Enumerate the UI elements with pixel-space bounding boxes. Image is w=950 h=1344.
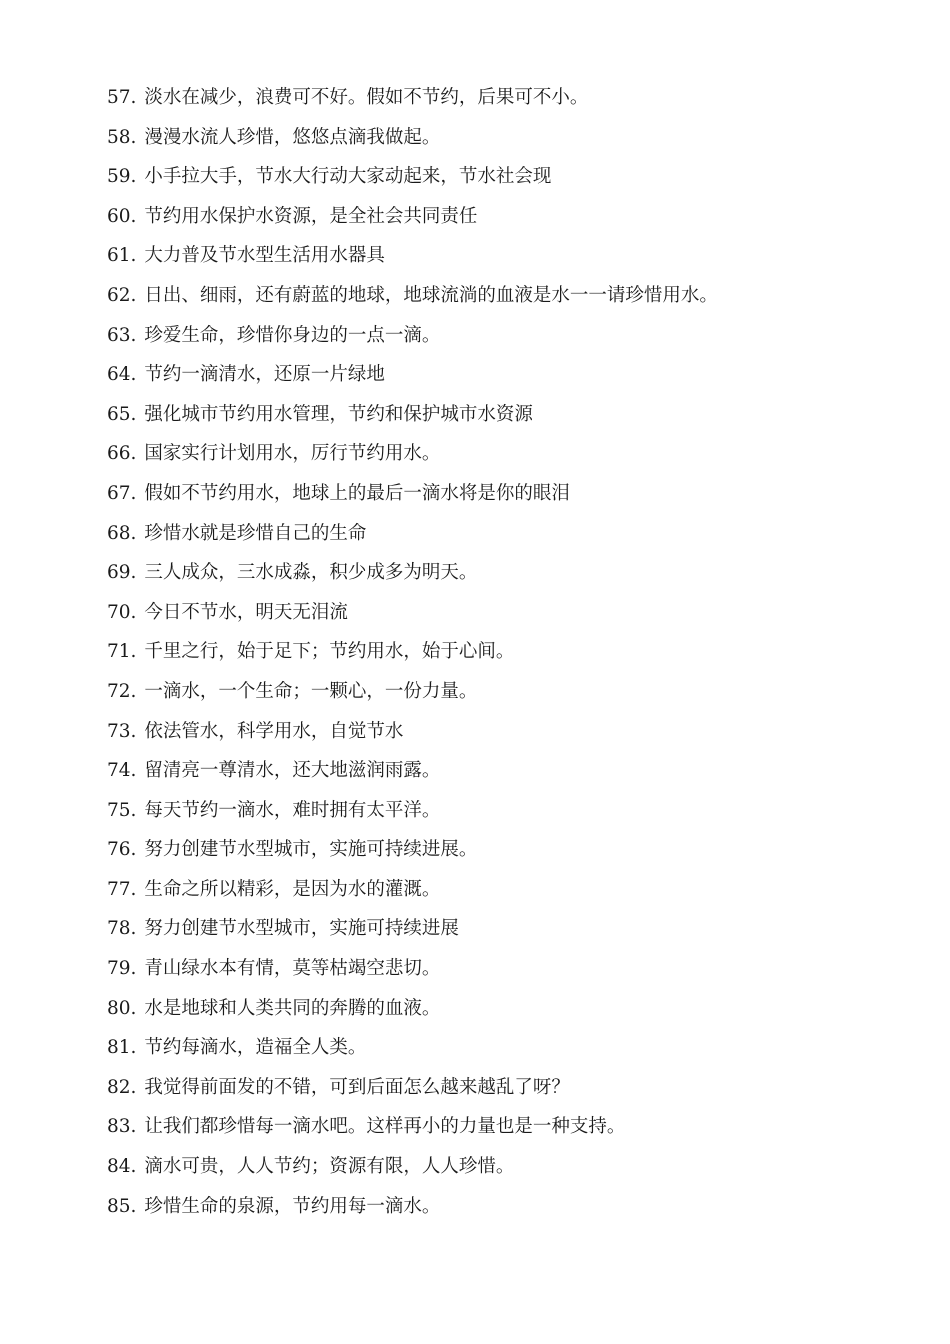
item-number: 58. — [107, 126, 137, 148]
item-text: 生命之所以精彩，是因为水的灌溉。 — [144, 878, 441, 900]
item-number: 78. — [107, 918, 137, 940]
list-item — [107, 395, 718, 435]
list-item — [107, 355, 718, 395]
list-item — [107, 870, 718, 910]
item-text: 三人成众，三水成淼，积少成多为明天。 — [144, 562, 478, 584]
list-item — [107, 434, 718, 474]
list-item — [107, 632, 718, 672]
list-item — [107, 1028, 718, 1068]
item-number: 76. — [107, 839, 137, 861]
list-item — [107, 157, 718, 197]
item-text: 珍惜水就是珍惜自己的生命 — [144, 522, 367, 544]
item-number: 80. — [107, 997, 137, 1019]
item-text: 珍惜生命的泉源，节约用每一滴水。 — [144, 1195, 441, 1217]
item-text: 大力普及节水型生活用水器具 — [144, 245, 385, 267]
item-number: 72. — [107, 680, 137, 702]
list-item — [107, 118, 718, 158]
list-item — [107, 316, 718, 356]
item-number: 59. — [107, 166, 137, 188]
item-text: 我觉得前面发的不错，可到后面怎么越来越乱了呀？ — [144, 1076, 570, 1098]
list-item — [107, 672, 718, 712]
list-item — [107, 909, 718, 949]
item-text: 努力创建节水型城市，实施可持续进展。 — [144, 839, 478, 861]
item-text: 强化城市节约用水管理，节约和保护城市水资源 — [144, 403, 533, 425]
list-item — [107, 474, 718, 514]
item-text: 努力创建节水型城市，实施可持续进展 — [144, 918, 459, 940]
item-text: 小手拉大手，节水大行动大家动起来，节水社会现 — [144, 166, 552, 188]
item-text: 节约一滴清水，还原一片绿地 — [144, 364, 385, 386]
list-item — [107, 1107, 718, 1147]
item-number: 71. — [107, 641, 137, 663]
item-number: 63. — [107, 324, 137, 346]
list-item — [107, 1068, 718, 1108]
item-number: 67. — [107, 482, 137, 504]
item-number: 65. — [107, 403, 137, 425]
item-text: 一滴水，一个生命；一颗心，一份力量。 — [144, 680, 478, 702]
list-item — [107, 1147, 718, 1187]
item-number: 73. — [107, 720, 137, 742]
item-text: 让我们都珍惜每一滴水吧。这样再小的力量也是一种支持。 — [144, 1116, 626, 1138]
item-text: 留清亮一尊清水，还大地滋润雨露。 — [144, 760, 441, 782]
list-item — [107, 514, 718, 554]
list-item — [107, 593, 718, 633]
item-number: 84. — [107, 1156, 137, 1178]
item-text: 水是地球和人类共同的奔腾的血液。 — [144, 997, 441, 1019]
item-number: 68. — [107, 522, 137, 544]
list-item — [107, 1187, 718, 1227]
list-item — [107, 989, 718, 1029]
item-text: 假如不节约用水，地球上的最后一滴水将是你的眼泪 — [144, 482, 570, 504]
item-text: 节约每滴水，造福全人类。 — [144, 1037, 367, 1059]
list-item — [107, 553, 718, 593]
list-item — [107, 751, 718, 791]
item-text: 青山绿水本有情，莫等枯竭空悲切。 — [144, 958, 441, 980]
item-text: 依法管水，科学用水，自觉节水 — [144, 720, 404, 742]
item-number: 85. — [107, 1195, 137, 1217]
item-text: 漫漫水流人珍惜，悠悠点滴我做起。 — [144, 126, 441, 148]
item-text: 滴水可贵，人人节约；资源有限，人人珍惜。 — [144, 1156, 515, 1178]
item-number: 62. — [107, 284, 137, 306]
item-text: 日出、细雨，还有蔚蓝的地球，地球流淌的血液是水一一请珍惜用水。 — [144, 284, 718, 306]
item-number: 82. — [107, 1076, 137, 1098]
item-text: 国家实行计划用水，厉行节约用水。 — [144, 443, 441, 465]
item-text: 每天节约一滴水，难时拥有太平洋。 — [144, 799, 441, 821]
list-item — [107, 236, 718, 276]
item-number: 69. — [107, 562, 137, 584]
list-item — [107, 276, 718, 316]
item-text: 珍爱生命，珍惜你身边的一点一滴。 — [144, 324, 441, 346]
item-number: 66. — [107, 443, 137, 465]
list-item — [107, 197, 718, 237]
item-number: 70. — [107, 601, 137, 623]
item-number: 61. — [107, 245, 137, 267]
item-number: 83. — [107, 1116, 137, 1138]
item-number: 77. — [107, 878, 137, 900]
item-text: 淡水在减少，浪费可不好。假如不节约，后果可不小。 — [144, 87, 589, 108]
item-number: 60. — [107, 205, 137, 227]
list-item — [107, 712, 718, 752]
item-text: 千里之行，始于足下；节约用水，始于心间。 — [144, 641, 515, 663]
item-text: 节约用水保护水资源，是全社会共同责任 — [144, 205, 478, 227]
item-number: 57. — [107, 87, 137, 108]
item-number: 64. — [107, 364, 137, 386]
item-number: 81. — [107, 1037, 137, 1059]
item-number: 75. — [107, 799, 137, 821]
slogan-list — [107, 78, 718, 1226]
list-item — [107, 78, 718, 118]
item-number: 74. — [107, 760, 137, 782]
item-text: 今日不节水，明天无泪流 — [144, 601, 348, 623]
list-item — [107, 791, 718, 831]
list-item — [107, 830, 718, 870]
list-item — [107, 949, 718, 989]
item-number: 79. — [107, 958, 137, 980]
